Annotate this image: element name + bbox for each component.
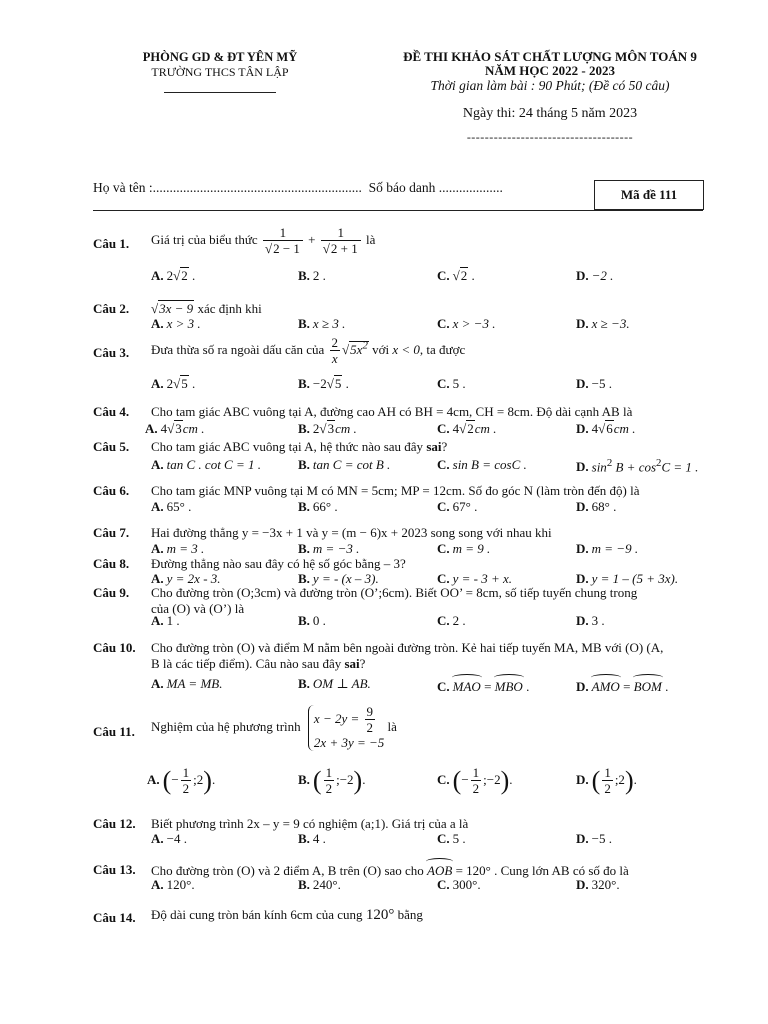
answer-option[interactable]: A. 65° . [151,499,192,514]
question-number: Câu 13. [93,862,136,877]
answer-option[interactable]: B. 0 . [298,613,326,628]
answer-option[interactable]: D. −5 . [576,376,612,391]
name-label: Họ và tên : [93,180,153,195]
exam-header [340,50,760,145]
answer-option[interactable]: A. 2√2 . [151,268,196,283]
answer-option[interactable]: D. 68° . [576,499,617,514]
question-text: Cho đường tròn (O) và 2 điểm A, B trên (O) sao cho AOB = 120° . Cung lớn AB có số đo là [151,860,629,879]
question-number: Câu 2. [93,301,130,316]
answer-option[interactable]: A. 4√3cm . [145,421,205,436]
answer-option[interactable]: A. 120°. [151,877,195,892]
question-text: Đưa thừa số ra ngoài dấu căn của $\frac{2}{x}$ $√5x^2$ với x < 0, ta được [151,335,466,366]
question-text: Hai đường thẳng y = −3x + 1 và y = (m − 6)x + 2023 song song với nhau khi [151,525,552,540]
question-number: Câu 9. [93,585,130,600]
question-number: Câu 1. [93,236,130,251]
question-text: Cho tam giác ABC vuông tại A, đường cao AH có BH = 4cm, CH = 8cm. Độ dài cạnh AB là [151,404,633,419]
answer-option[interactable]: C. (− $\frac{1}{2}$ ;−2). [437,765,513,796]
answer-option[interactable]: D. 3 . [576,613,605,628]
header-divider [164,92,276,93]
question-text: Giá trị của biểu thức $\frac{1}{√2 - 1}$ + $\frac{1}{√2 + 1}$ là [151,225,376,256]
question-text: Đường thẳng nào sau đây có hệ số góc bằng – 3? [151,556,406,571]
answer-option[interactable]: B. 2√3cm . [298,421,357,436]
header-dashes: ------------------------------------- [466,130,634,144]
question-number: Câu 6. [93,483,130,498]
question-text: Cho tam giác MNP vuông tại M có MN = 5cm; MP = 12cm. Số đo góc N (làm tròn đến độ) là [151,483,640,498]
sbd-field[interactable]: ................... [438,180,503,195]
answer-option[interactable]: B. OM ⊥ AB. [298,676,371,691]
school-dept: PHÒNG GD & ĐT YÊN MỸ [142,50,298,64]
student-info [93,180,503,196]
question-number: Câu 12. [93,816,136,831]
answer-option[interactable]: C. 5 . [437,376,466,391]
answer-option[interactable]: C. 67° . [437,499,478,514]
answer-option[interactable]: C. 5 . [437,831,466,846]
answer-option[interactable]: B. −2√5 . [298,376,349,391]
answer-option[interactable]: B. y = - (x – 3). [298,571,379,586]
answer-option[interactable]: D. AMO = BOM . [576,676,668,695]
answer-option[interactable]: A. tan C . cot C = 1 . [151,457,261,472]
answer-option[interactable]: B. tan C = cot B . [298,457,391,472]
sbd-label: Số báo danh [368,180,436,195]
answer-option[interactable]: B. 2 . [298,268,326,283]
answer-option[interactable]: A. (− $\frac{1}{2}$ ;2). [147,765,216,796]
answer-option[interactable]: A. x > 3 . [151,316,201,331]
question-text: Biết phương trình 2x – y = 9 có nghiệm (a;1). Giá trị của a là [151,816,469,831]
answer-option[interactable]: A. MA = MB. [151,676,223,691]
question-text: Cho tam giác ABC vuông tại A, hệ thức nào sau đây sai? [151,439,448,454]
answer-option[interactable]: D. 4√6cm . [576,421,636,436]
question-number: Câu 5. [93,439,130,454]
name-field[interactable]: .............................................................. [152,180,362,195]
answer-option[interactable]: A. y = 2x - 3. [151,571,221,586]
question-number: Câu 8. [93,556,130,571]
answer-option[interactable]: A. 1 . [151,613,180,628]
question-number: Câu 7. [93,525,130,540]
answer-option[interactable]: C. y = - 3 + x. [437,571,513,586]
equation-system: x − 2y = $\frac{9}{2}$ 2x + 3y = −5 [308,705,384,751]
school-year: NĂM HỌC 2022 - 2023 [485,63,615,78]
question-text: Nghiệm của hệ phương trình x − 2y = $\frac{9}{2}$ 2x + 3y = −5 là [151,704,397,750]
question-number: Câu 14. [93,910,136,925]
question-text: Độ dài cung tròn bán kính 6cm của cung 120° bằng [151,907,423,923]
answer-option[interactable]: C. MAO = MBO . [437,676,529,695]
question-text: Cho đường tròn (O;3cm) và đường tròn (O’;6cm). Biết OO’ = 8cm, số tiếp tuyến chung trong của (O) và (O’) là [151,585,638,616]
answer-option[interactable]: A. m = 3 . [151,541,205,556]
answer-option[interactable]: D. $\sin^2 B + \cos^2C = 1$ . [576,457,699,475]
answer-option[interactable]: C. 2 . [437,613,466,628]
question-number: Câu 3. [93,345,130,360]
answer-option[interactable]: D. −5 . [576,831,612,846]
question-text: Cho đường tròn (O) và điểm M nằm bên ngoài đường tròn. Kẻ hai tiếp tuyến MA, MB với (O) (A, B là các tiếp điểm). Câu nào sau đây sai? [151,640,664,671]
exam-title: ĐỀ THI KHẢO SÁT CHẤT LƯỢNG MÔN TOÁN 9 [403,49,697,64]
answer-option[interactable]: D. ( $\frac{1}{2}$ ;2). [576,765,637,796]
answer-option[interactable]: D. y = 1 – (5 + 3x). [576,571,679,586]
exam-duration: Thời gian làm bài : 90 Phút; (Đề có 50 câu) [430,78,670,93]
answer-option[interactable]: C. 4√2cm . [437,421,497,436]
answer-option[interactable]: A. −4 . [151,831,187,846]
answer-option[interactable]: A. 2√5 . [151,376,196,391]
answer-option[interactable]: C. x > −3 . [437,316,496,331]
answer-option[interactable]: D. m = −9 . [576,541,639,556]
answer-option[interactable]: B. 66° . [298,499,338,514]
answer-option[interactable]: B. x ≥ 3 . [298,316,346,331]
exam-date: Ngày thi: 24 tháng 5 năm 2023 [462,106,638,121]
exam-code-box: Mã đề 111 [594,180,704,210]
answer-option[interactable]: D. 320°. [576,877,620,892]
school-header [120,50,320,93]
header-separator [93,210,703,211]
answer-option[interactable]: D. x ≥ −3. [576,316,630,331]
school-name: TRƯỜNG THCS TÂN LẬP [151,65,289,79]
question-text: √3x − 9 xác định khi [151,301,262,316]
question-number: Câu 11. [93,724,135,739]
answer-option[interactable]: B. 4 . [298,831,326,846]
answer-option[interactable]: B. 240°. [298,877,341,892]
question-number: Câu 10. [93,640,136,655]
answer-option[interactable]: C. m = 9 . [437,541,491,556]
question-number: Câu 4. [93,404,130,419]
answer-option[interactable]: C. √2 . [437,268,475,283]
answer-option[interactable]: C. 300°. [437,877,481,892]
answer-option[interactable]: C. sin B = cosC . [437,457,527,472]
answer-option[interactable]: B. ( $\frac{1}{2}$ ;−2). [298,765,366,796]
answer-option[interactable]: D. −2 . [576,268,614,283]
answer-option[interactable]: B. m = −3 . [298,541,360,556]
